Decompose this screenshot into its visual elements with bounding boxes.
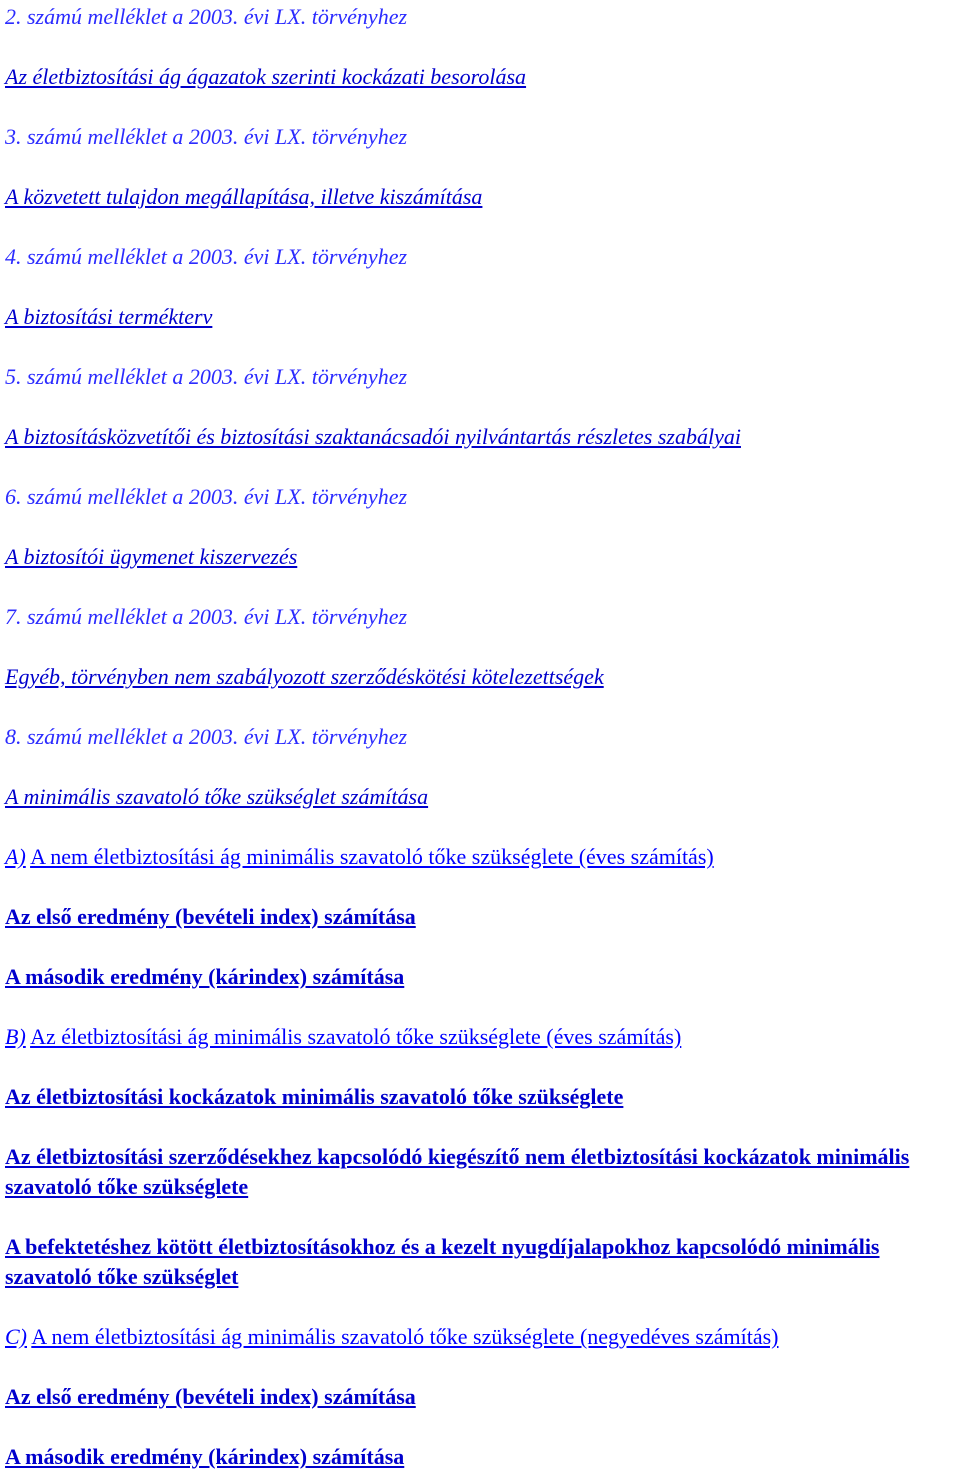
link-annex-4-title[interactable]: A biztosítási termékterv xyxy=(5,304,213,329)
link-annex-8-title[interactable]: A minimális szavatoló tőke szükséglet számítása xyxy=(5,784,429,809)
link-annex-5-title[interactable]: A biztosításközvetítői és biztosítási szaktanácsadói nyilvántartás részletes szabályai xyxy=(5,424,741,449)
annex-heading-3: 3. számú melléklet a 2003. évi LX. törvényhez xyxy=(5,124,408,149)
section-title: A nem életbiztosítási ág minimális szavatoló tőke szükséglete (éves számítás) xyxy=(30,844,714,869)
link-second-result-a[interactable]: A második eredmény (kárindex) számítása xyxy=(5,964,405,989)
section-marker: C) xyxy=(5,1324,27,1349)
section-marker: A) xyxy=(5,844,26,869)
link-annex-2-title[interactable]: Az életbiztosítási ág ágazatok szerinti kockázati besorolása xyxy=(5,64,527,89)
link-life-risks[interactable]: Az életbiztosítási kockázatok minimális szavatoló tőke szükséglete xyxy=(5,1084,624,1109)
annex-heading-2: 2. számú melléklet a 2003. évi LX. törvényhez xyxy=(5,4,408,29)
annex-heading-8: 8. számú melléklet a 2003. évi LX. törvényhez xyxy=(5,724,408,749)
link-section-b[interactable] xyxy=(5,1022,681,1052)
link-first-result-c[interactable]: Az első eredmény (bevételi index) számítása xyxy=(5,1384,416,1409)
section-marker: B) xyxy=(5,1024,26,1049)
link-annex-3-title[interactable]: A közvetett tulajdon megállapítása, illetve kiszámítása xyxy=(5,184,483,209)
link-section-a[interactable] xyxy=(5,842,714,872)
annex-heading-7: 7. számú melléklet a 2003. évi LX. törvényhez xyxy=(5,604,408,629)
link-first-result-a[interactable]: Az első eredmény (bevételi index) számítása xyxy=(5,904,416,929)
annex-heading-6: 6. számú melléklet a 2003. évi LX. törvényhez xyxy=(5,484,408,509)
link-unit-linked[interactable]: A befektetéshez kötött életbiztosításokhoz és a kezelt nyugdíjalapokhoz kapcsolódó minimális szavatoló tőke szükséglet xyxy=(5,1234,880,1289)
link-section-c[interactable] xyxy=(5,1322,778,1352)
link-annex-7-title[interactable]: Egyéb, törvényben nem szabályozott szerződéskötési kötelezettségek xyxy=(5,664,604,689)
annex-heading-4: 4. számú melléklet a 2003. évi LX. törvényhez xyxy=(5,244,408,269)
link-second-result-c[interactable]: A második eredmény (kárindex) számítása xyxy=(5,1444,405,1469)
link-annex-6-title[interactable]: A biztosítói ügymenet kiszervezés xyxy=(5,544,298,569)
section-title: Az életbiztosítási ág minimális szavatoló tőke szükséglete (éves számítás) xyxy=(30,1024,682,1049)
annex-heading-5: 5. számú melléklet a 2003. évi LX. törvényhez xyxy=(5,364,408,389)
link-supplementary-risks[interactable]: Az életbiztosítási szerződésekhez kapcsolódó kiegészítő nem életbiztosítási kockázatok minimális szavatoló tőke szükséglete xyxy=(5,1144,910,1199)
section-title: A nem életbiztosítási ág minimális szavatoló tőke szükséglete (negyedéves számítás) xyxy=(31,1324,779,1349)
